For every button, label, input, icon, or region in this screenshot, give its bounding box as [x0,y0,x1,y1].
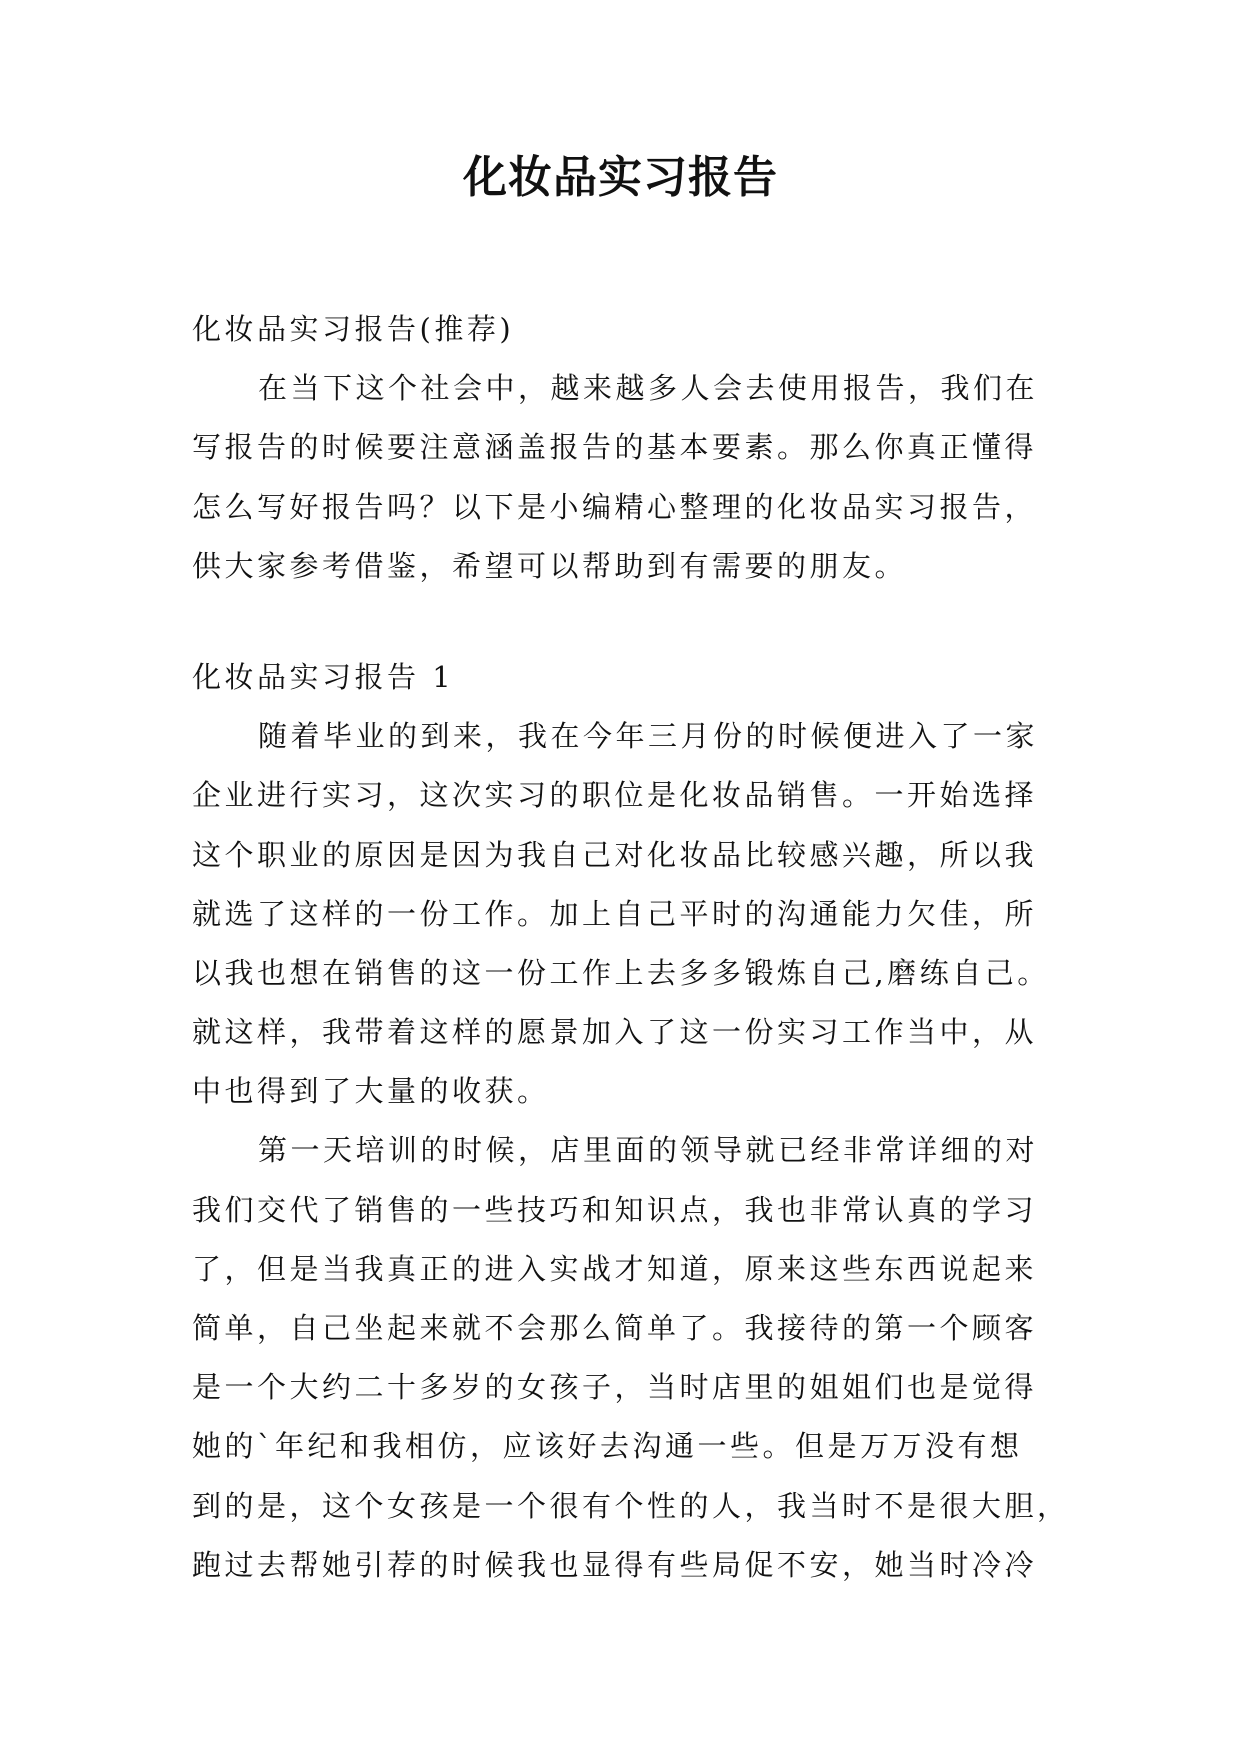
body-paragraph-1 [192,707,1060,1121]
paragraph-line: 我们交代了销售的一些技巧和知识点，我也非常认真的学习 [192,1192,1038,1227]
paragraph-line: 以我也想在销售的这一份工作上去多多锻炼自己,磨练自己。 [192,955,1050,990]
intro-line: 写报告的时候要注意涵盖报告的基本要素。那么你真正懂得 [192,430,1038,465]
paragraph-spacer [192,596,1060,648]
intro-line: 在当下这个社会中，越来越多人会去使用报告，我们在 [258,371,1039,406]
paragraph-line: 企业进行实习，这次实习的职位是化妆品销售。一开始选择 [192,778,1038,813]
paragraph-line: 是一个大约二十多岁的女孩子，当时店里的姐姐们也是觉得 [192,1370,1038,1405]
paragraph-line: 这个职业的原因是因为我自己对化妆品比较感兴趣，所以我 [192,837,1038,872]
intro-line: 怎么写好报告吗？以下是小编精心整理的化妆品实习报告， [192,489,1038,524]
document-subtitle: 化妆品实习报告(推荐) [192,312,515,346]
section-heading: 化妆品实习报告 1 [192,659,455,694]
document-body [192,300,1070,1595]
intro-paragraph [192,359,1060,596]
paragraph-line: 第一天培训的时候，店里面的领导就已经非常详细的对 [258,1133,1039,1168]
paragraph-line: 就这样，我带着这样的愿景加入了这一份实习工作当中，从 [192,1015,1038,1050]
paragraph-line: 就选了这样的一份工作。加上自己平时的沟通能力欠佳，所 [192,896,1038,931]
paragraph-line: 随着毕业的到来，我在今年三月份的时候便进入了一家 [258,719,1039,754]
paragraph-line: 跑过去帮她引荐的时候我也显得有些局促不安，她当时冷冷 [192,1547,1038,1582]
paragraph-line: 她的`年纪和我相仿，应该好去沟通一些。但是万万没有想 [192,1429,1023,1464]
paragraph-line: 简单，自己坐起来就不会那么简单了。我接待的第一个顾客 [192,1311,1038,1345]
document-title: 化妆品实习报告 [463,152,778,203]
paragraph-line: 到的是，这个女孩是一个很有个性的人，我当时不是很大胆， [192,1488,1070,1523]
intro-line: 供大家参考借鉴，希望可以帮助到有需要的朋友。 [192,548,908,583]
paragraph-line: 中也得到了大量的收获。 [192,1074,550,1109]
paragraph-line: 了，但是当我真正的进入实战才知道，原来这些东西说起来 [192,1251,1038,1286]
body-paragraph-2 [192,1121,1070,1595]
